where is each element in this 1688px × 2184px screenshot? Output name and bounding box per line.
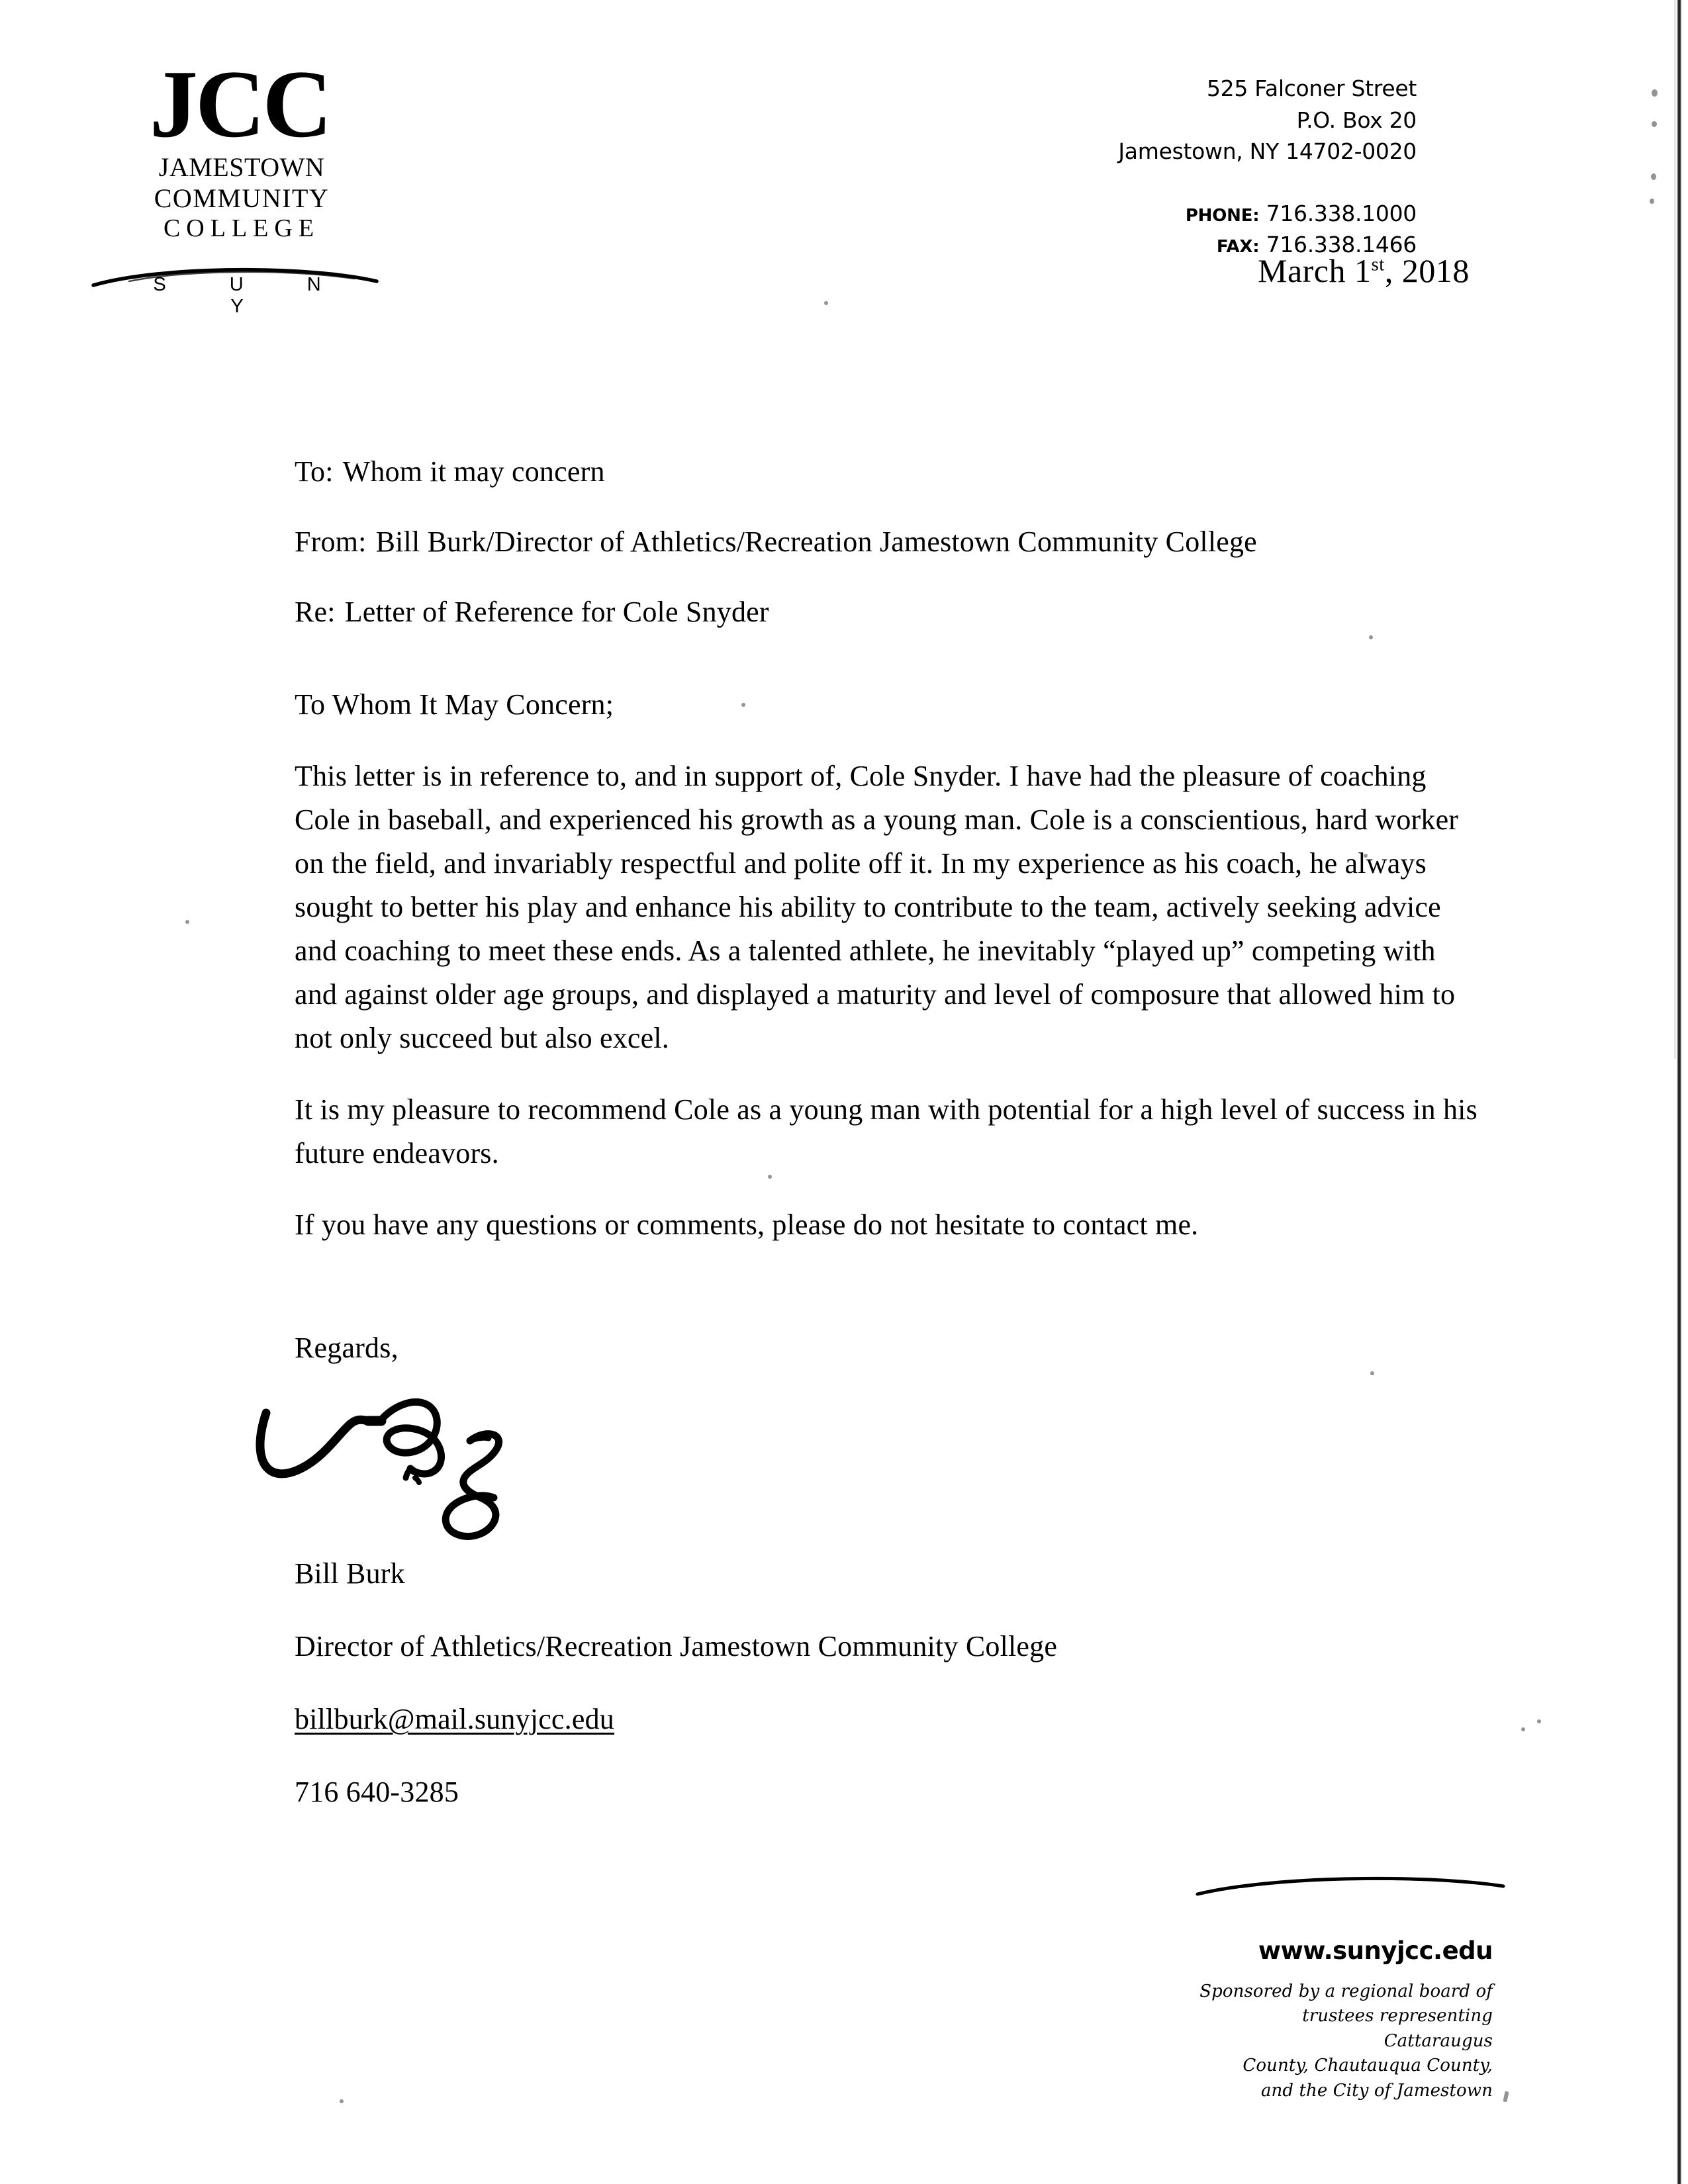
sponsor-line-4: and the City of Jamestown — [1260, 2080, 1493, 2101]
scan-speck — [1503, 2091, 1509, 2103]
memo-re-line — [295, 590, 1479, 634]
memo-from-line — [295, 520, 1479, 564]
sponsor-line-1: Sponsored by a regional board of — [1199, 1981, 1493, 2001]
letter-paragraph-3: If you have any questions or comments, please do not hesitate to contact me. — [295, 1208, 1199, 1241]
address-po-box: P.O. Box 20 — [1296, 107, 1417, 133]
jcc-logo — [103, 50, 381, 318]
signer-title: Director of Athletics/Recreation Jamestown Community College — [295, 1630, 1058, 1662]
footer-website-url[interactable]: www.sunyjcc.edu — [1258, 1936, 1493, 1965]
signature-block — [295, 1552, 1420, 1814]
logo-line-jamestown: JAMESTOWN — [158, 152, 325, 182]
address-street: 525 Falconer Street — [1206, 75, 1417, 101]
letter-closing: Regards, — [295, 1332, 399, 1364]
date-month-day: March 1 — [1258, 252, 1372, 289]
scan-speck — [1650, 199, 1654, 204]
letter-date — [1258, 251, 1470, 290]
scan-speck — [1521, 1727, 1525, 1731]
memo-to-line — [295, 450, 1479, 494]
page-footer — [1195, 1886, 1493, 2103]
scan-edge-artifact-secondary — [1674, 0, 1676, 1059]
letterhead-address — [1118, 73, 1417, 167]
phone-label: PHONE: — [1185, 206, 1260, 226]
phone-line — [1186, 199, 1417, 230]
logo-line-college: COLLEGE — [163, 214, 320, 242]
footer-swoosh-icon — [1195, 1872, 1506, 1898]
signer-email-link[interactable]: billburk@mail.sunyjcc.edu — [295, 1703, 614, 1735]
scan-speck — [1652, 121, 1657, 127]
scan-edge-artifact — [1677, 0, 1681, 2184]
sponsor-line-3: County, Chautauqua County, — [1243, 2056, 1493, 2076]
scan-speck — [1652, 89, 1658, 97]
scan-speck — [824, 301, 828, 305]
signer-name: Bill Burk — [295, 1557, 405, 1590]
scan-speck — [1537, 1719, 1541, 1723]
sponsor-line-2: trustees representing Cattaraugus — [1302, 2006, 1493, 2051]
scan-speck — [1370, 1371, 1374, 1375]
logo-line-community: COMMUNITY — [154, 183, 330, 213]
address-city-state-zip: Jamestown, NY 14702-0020 — [1118, 138, 1417, 165]
logo-suny-text: S U N Y — [153, 273, 350, 317]
signer-phone: 716 640-3285 — [295, 1776, 459, 1808]
logo-wordmark — [103, 152, 381, 244]
letter-paragraph-1: This letter is in reference to, and in support of, Cole Snyder. I have had the pleasure of coaching Cole in baseball, and experienced his growth as a young man. Cole is a conscientious, hard worker on the field, and invariably respectful and polite off it. In my experience as his coach, he always sought to better his play and enhance his ability to contribute to the team, actively seeking advice and coaching to meet these ends. As a talented athlete, he inevitably “played up” competing with and against older age groups, and displayed a maturity and level of composure that allowed him to not only succeed but also excel. — [295, 760, 1459, 1054]
signature-image — [252, 1380, 530, 1552]
letter-body — [295, 450, 1479, 1370]
date-year: , 2018 — [1384, 252, 1470, 289]
suny-swoosh-icon — [89, 261, 381, 291]
letter-salutation: To Whom It May Concern; — [295, 688, 614, 721]
footer-sponsor-text — [1195, 1979, 1493, 2103]
memo-from-value: Bill Burk/Director of Athletics/Recreation Jamestown Community College — [375, 525, 1257, 558]
memo-re-value: Letter of Reference for Cole Snyder — [344, 596, 769, 628]
logo-acronym: JCC — [150, 50, 330, 158]
memo-to-label: To: — [295, 455, 334, 488]
memo-to-value: Whom it may concern — [342, 455, 605, 488]
date-ordinal: st — [1371, 253, 1385, 275]
fax-value: 716.338.1466 — [1266, 231, 1417, 257]
fax-label: FAX: — [1216, 236, 1260, 257]
memo-re-label: Re: — [295, 596, 336, 628]
scan-speck — [185, 920, 189, 924]
memo-from-label: From: — [295, 525, 367, 558]
scan-speck — [340, 2099, 344, 2103]
phone-value: 716.338.1000 — [1266, 201, 1417, 226]
scan-speck — [1651, 173, 1656, 180]
letter-paragraph-2: It is my pleasure to recommend Cole as a young man with potential for a high level of success in his future endeavors. — [295, 1093, 1477, 1169]
